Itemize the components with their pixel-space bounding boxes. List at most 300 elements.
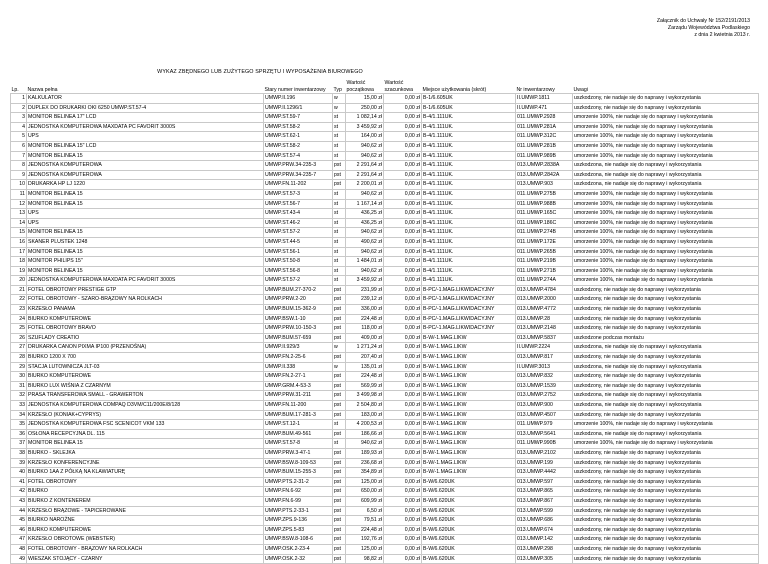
cell-notes: uszkodzony, nie nadaje się do naprawy i wykorzystania bbox=[573, 285, 759, 295]
cell-location: B-W/6.620UK bbox=[422, 525, 516, 535]
table-row bbox=[11, 266, 759, 276]
cell-old-inventory: UMWP.PRW.3-47-1 bbox=[264, 448, 333, 458]
table-header-row bbox=[11, 80, 759, 94]
cell-location: B-4/1.111UK. bbox=[422, 266, 516, 276]
table-row bbox=[11, 516, 759, 526]
cell-initial-value: 3 459,92 zł bbox=[346, 276, 384, 286]
cell-new-inventory: 013.UMWP.2000 bbox=[516, 295, 573, 305]
cell-location: B-W/-1.MAG.LIKW bbox=[422, 429, 516, 439]
cell-initial-value: 118,00 zł bbox=[346, 324, 384, 334]
table-row bbox=[11, 228, 759, 238]
cell-old-inventory: UMWP.ST.59-7 bbox=[264, 113, 333, 123]
cell-location: B-W/-1.MAG.LIKW bbox=[422, 333, 516, 343]
table-row bbox=[11, 94, 759, 104]
cell-new-inventory: 011.UMWP.2928 bbox=[516, 113, 573, 123]
cell-old-inventory: UMWP.BUM.15-255-3 bbox=[264, 468, 333, 478]
cell-new-inventory: II.UMWP.3013 bbox=[516, 362, 573, 372]
cell-initial-value: 207,40 zł bbox=[346, 353, 384, 363]
cell-notes: uszkodzona, nie nadaje się do naprawy i wykorzystania bbox=[573, 401, 759, 411]
cell-name: KALKULATOR bbox=[27, 94, 264, 104]
cell-type: w bbox=[333, 94, 346, 104]
cell-new-inventory: 011.UMWP.271B bbox=[516, 266, 573, 276]
cell-location: B-W/6.620UK bbox=[422, 506, 516, 516]
cell-initial-value: 239,12 zł bbox=[346, 295, 384, 305]
cell-new-inventory: 013.UMWP.2102 bbox=[516, 448, 573, 458]
cell-name: MONITOR BELINEA 15 bbox=[27, 439, 264, 449]
cell-new-inventory: 013.UMWP.4784 bbox=[516, 285, 573, 295]
cell-lp: 43 bbox=[11, 496, 27, 506]
cell-notes: umorzenie 100%, nie nadaje się do naprawy i wykorzystania bbox=[573, 141, 759, 151]
cell-notes: uszkodzony, nie nadaje się do naprawy i wykorzystania bbox=[573, 381, 759, 391]
table-row bbox=[11, 199, 759, 209]
cell-notes: umorzenie 100%, nie nadaje się do naprawy i wykorzystania bbox=[573, 237, 759, 247]
cell-initial-value: 1 082,14 zł bbox=[346, 113, 384, 123]
cell-name: FOTEL OBROTOWY BRAVO bbox=[27, 324, 264, 334]
table-row bbox=[11, 209, 759, 219]
cell-lp: 49 bbox=[11, 554, 27, 564]
cell-lp: 14 bbox=[11, 218, 27, 228]
cell-lp: 33 bbox=[11, 401, 27, 411]
cell-notes: uszkodzony, nie nadaje się do naprawy i wykorzystania bbox=[573, 516, 759, 526]
document-title: WYKAZ ZBĘDNEGO LUB ZUŻYTEGO SPRZĘTU I WYPOSAŻENIA BIUROWEGO bbox=[157, 69, 363, 75]
cell-new-inventory: 011.UMWP.186C bbox=[516, 218, 573, 228]
cell-initial-value: 224,48 zł bbox=[346, 372, 384, 382]
cell-location: B-4/1.111UK. bbox=[422, 189, 516, 199]
cell-new-inventory: 011.UMWP.281B bbox=[516, 141, 573, 151]
cell-new-inventory: 013.UMWP.674 bbox=[516, 525, 573, 535]
cell-initial-value: 135,01 zł bbox=[346, 362, 384, 372]
cell-new-inventory: 013.UMWP.5837 bbox=[516, 333, 573, 343]
cell-lp: 4 bbox=[11, 122, 27, 132]
cell-type: pst bbox=[333, 429, 346, 439]
table-row bbox=[11, 448, 759, 458]
cell-location: B-W/-1.MAG.LIKW bbox=[422, 420, 516, 430]
cell-new-inventory: 011.UMWP.274A bbox=[516, 276, 573, 286]
cell-estimated-value: 0,00 zł bbox=[384, 362, 422, 372]
col-type: Typ bbox=[333, 86, 342, 93]
cell-lp: 20 bbox=[11, 276, 27, 286]
cell-new-inventory: 011.UMWP.989B bbox=[516, 151, 573, 161]
cell-location: B-W/-1.MAG.LIKW bbox=[422, 468, 516, 478]
cell-type: st bbox=[333, 209, 346, 219]
cell-estimated-value: 0,00 zł bbox=[384, 535, 422, 545]
table-row bbox=[11, 544, 759, 554]
cell-name: MONITOR PHILIPS 15" bbox=[27, 257, 264, 267]
cell-initial-value: 354,89 zł bbox=[346, 468, 384, 478]
cell-notes: uszkodzona, nie nadaje się do naprawy i wykorzystania bbox=[573, 161, 759, 171]
cell-initial-value: 6,50 zł bbox=[346, 506, 384, 516]
cell-type: pst bbox=[333, 401, 346, 411]
cell-initial-value: 192,76 zł bbox=[346, 535, 384, 545]
cell-new-inventory: 013.UMWP.903 bbox=[516, 180, 573, 190]
cell-initial-value: 1 167,14 zł bbox=[346, 199, 384, 209]
cell-name: BIURKO 1200 X 700 bbox=[27, 353, 264, 363]
table-row bbox=[11, 391, 759, 401]
cell-lp: 9 bbox=[11, 170, 27, 180]
cell-type: pst bbox=[333, 180, 346, 190]
cell-old-inventory: UMWP.II.338 bbox=[264, 362, 333, 372]
cell-lp: 5 bbox=[11, 132, 27, 142]
cell-notes: uszkodzony, nie nadaje się do naprawy i wykorzystania bbox=[573, 554, 759, 564]
cell-lp: 40 bbox=[11, 468, 27, 478]
cell-notes: uszkodzony, nie nadaje się do naprawy i wykorzystania bbox=[573, 458, 759, 468]
table-row bbox=[11, 141, 759, 151]
resolution-line: Załącznik do Uchwały Nr 152/2191/2013 bbox=[656, 18, 750, 24]
cell-new-inventory: 013.UMWP.2148 bbox=[516, 324, 573, 334]
cell-name: BIURKO KOMPUTEROWE bbox=[27, 314, 264, 324]
cell-old-inventory: UMWP.FN.2-25-6 bbox=[264, 353, 333, 363]
cell-old-inventory: UMWP.ST.57-3 bbox=[264, 189, 333, 199]
table-row bbox=[11, 247, 759, 257]
cell-estimated-value: 0,00 zł bbox=[384, 439, 422, 449]
cell-notes: uszkodzony, nie nadaje się do naprawy i wykorzystania bbox=[573, 324, 759, 334]
cell-estimated-value: 0,00 zł bbox=[384, 199, 422, 209]
cell-estimated-value: 0,00 zł bbox=[384, 401, 422, 411]
cell-location: B-W/6.620UK bbox=[422, 544, 516, 554]
cell-new-inventory: 013.UMWP.2752 bbox=[516, 391, 573, 401]
cell-old-inventory: UMWP.PRW.34-235-3 bbox=[264, 161, 333, 171]
col-notes: Uwagi bbox=[573, 86, 588, 93]
cell-notes: uszkodzony, nie nadaje się do naprawy i wykorzystania bbox=[573, 448, 759, 458]
cell-initial-value: 490,62 zł bbox=[346, 237, 384, 247]
cell-notes: uszkodzona, nie nadaje się do naprawy i wykorzystania bbox=[573, 429, 759, 439]
table-row bbox=[11, 324, 759, 334]
cell-notes: uszkodzona, nie nadaje się do naprawy i wykorzystania bbox=[573, 362, 759, 372]
cell-estimated-value: 0,00 zł bbox=[384, 487, 422, 497]
cell-notes: umorzenie 100%, nie nadaje się do naprawy i wykorzystania bbox=[573, 151, 759, 161]
cell-old-inventory: UMWP.FN.6-99 bbox=[264, 496, 333, 506]
cell-name: BIURKO 1AA Z PÓŁKĄ NA KLAWIATURĘ bbox=[27, 468, 264, 478]
cell-initial-value: 940,62 zł bbox=[346, 439, 384, 449]
cell-new-inventory: 013.UMWP.597 bbox=[516, 477, 573, 487]
cell-estimated-value: 0,00 zł bbox=[384, 525, 422, 535]
cell-name: MONITOR BELINEA 15 bbox=[27, 228, 264, 238]
cell-notes: umorzenie 100%, nie nadaje się do naprawy i wykorzystania bbox=[573, 122, 759, 132]
cell-estimated-value: 0,00 zł bbox=[384, 448, 422, 458]
cell-location: B-4/1.111UK. bbox=[422, 276, 516, 286]
cell-notes: umorzenie 100%, nie nadaje się do naprawy i wykorzystania bbox=[573, 228, 759, 238]
cell-old-inventory: UMWP.OSK.2-32 bbox=[264, 554, 333, 564]
cell-type: st bbox=[333, 237, 346, 247]
table-row bbox=[11, 381, 759, 391]
cell-notes: uszkodzone podczas montażu bbox=[573, 333, 759, 343]
cell-location: B-1/6.605UK bbox=[422, 94, 516, 104]
table-body bbox=[11, 94, 759, 564]
cell-old-inventory: UMWP.FN.2-27-1 bbox=[264, 372, 333, 382]
cell-name: SZUFLADY CREATIO bbox=[27, 333, 264, 343]
cell-notes: uszkodzona, nie nadaje się do naprawy i wykorzystania bbox=[573, 391, 759, 401]
cell-name: BIURKO Z KONTENEREM bbox=[27, 496, 264, 506]
cell-estimated-value: 0,00 zł bbox=[384, 122, 422, 132]
table-row bbox=[11, 506, 759, 516]
cell-name: WIESZAK STOJĄCY - CZARNY bbox=[27, 554, 264, 564]
cell-type: st bbox=[333, 439, 346, 449]
cell-location: B-W/-1.MAG.LIKW bbox=[422, 343, 516, 353]
cell-type: w bbox=[333, 343, 346, 353]
cell-initial-value: 98,82 zł bbox=[346, 554, 384, 564]
cell-old-inventory: UMWP.BSW.8-108-6 bbox=[264, 535, 333, 545]
cell-new-inventory: 013.UMWP.5641 bbox=[516, 429, 573, 439]
cell-old-inventory: UMWP.GRM.4-53-3 bbox=[264, 381, 333, 391]
cell-old-inventory: UMWP.ZPS.5-83 bbox=[264, 525, 333, 535]
cell-estimated-value: 0,00 zł bbox=[384, 189, 422, 199]
cell-type: pst bbox=[333, 468, 346, 478]
cell-new-inventory: 011.UMWP.979 bbox=[516, 420, 573, 430]
cell-lp: 46 bbox=[11, 525, 27, 535]
cell-new-inventory: 011.UMWP.165C bbox=[516, 209, 573, 219]
cell-location: B-4/1.111UK. bbox=[422, 247, 516, 257]
cell-type: st bbox=[333, 151, 346, 161]
cell-type: pst bbox=[333, 305, 346, 315]
cell-estimated-value: 0,00 zł bbox=[384, 477, 422, 487]
col-initial-value: Wartość początkowa bbox=[346, 80, 374, 93]
cell-new-inventory: 013.UMWP.4507 bbox=[516, 410, 573, 420]
table-row bbox=[11, 333, 759, 343]
cell-estimated-value: 0,00 zł bbox=[384, 161, 422, 171]
cell-type: pst bbox=[333, 506, 346, 516]
cell-type: st bbox=[333, 266, 346, 276]
cell-location: B-4/1.111UK. bbox=[422, 218, 516, 228]
cell-type: pst bbox=[333, 285, 346, 295]
cell-name: MONITOR BELINEA 15 bbox=[27, 189, 264, 199]
cell-notes: uszkodzony, nie nadaje się do naprawy i wykorzystania bbox=[573, 305, 759, 315]
cell-initial-value: 940,62 zł bbox=[346, 141, 384, 151]
table-row bbox=[11, 525, 759, 535]
cell-new-inventory: 013.UMWP.4442 bbox=[516, 468, 573, 478]
cell-lp: 16 bbox=[11, 237, 27, 247]
cell-old-inventory: UMWP.ST.58-2 bbox=[264, 122, 333, 132]
cell-type: pst bbox=[333, 410, 346, 420]
cell-lp: 6 bbox=[11, 141, 27, 151]
cell-new-inventory: 013.UMWP.305 bbox=[516, 554, 573, 564]
cell-name: MONITOR BELINEA 15 bbox=[27, 266, 264, 276]
cell-new-inventory: 013.UMWP.2842A bbox=[516, 170, 573, 180]
table-row bbox=[11, 362, 759, 372]
cell-old-inventory: UMWP.PRW.31-211 bbox=[264, 391, 333, 401]
cell-estimated-value: 0,00 zł bbox=[384, 353, 422, 363]
cell-old-inventory: UMWP.BSW.8-109-53 bbox=[264, 458, 333, 468]
cell-old-inventory: UMWP.FN.11-202 bbox=[264, 180, 333, 190]
cell-new-inventory: 013.UMWP.28 bbox=[516, 314, 573, 324]
cell-initial-value: 4 200,53 zł bbox=[346, 420, 384, 430]
cell-location: B-W/6.620UK bbox=[422, 535, 516, 545]
cell-name: DRUKARKA HP LJ 1220 bbox=[27, 180, 264, 190]
cell-name: KRZESŁO OBROTOWE (WEBSTER) bbox=[27, 535, 264, 545]
table-row bbox=[11, 180, 759, 190]
cell-notes: umorzenie 100%, nie nadaje się do naprawy i wykorzystania bbox=[573, 132, 759, 142]
cell-name: UPS bbox=[27, 209, 264, 219]
table-row bbox=[11, 237, 759, 247]
document-header bbox=[657, 18, 750, 39]
cell-estimated-value: 0,00 zł bbox=[384, 141, 422, 151]
cell-location: B-W/-1.MAG.LIKW bbox=[422, 401, 516, 411]
cell-notes: umorzenie 100%, nie nadaje się do naprawy i wykorzystania bbox=[573, 266, 759, 276]
cell-type: st bbox=[333, 257, 346, 267]
cell-estimated-value: 0,00 zł bbox=[384, 429, 422, 439]
cell-name: SKANER PLUSTEK 1248 bbox=[27, 237, 264, 247]
table-row bbox=[11, 477, 759, 487]
cell-name: FOTEL OBROTOWY - BRĄZOWY NA ROLKACH bbox=[27, 544, 264, 554]
cell-name: MONITOR BELINEA 15 bbox=[27, 247, 264, 257]
cell-type: pst bbox=[333, 391, 346, 401]
col-lp: Lp. bbox=[11, 86, 19, 93]
cell-new-inventory: 013.UMWP.298 bbox=[516, 544, 573, 554]
cell-initial-value: 1 271,24 zł bbox=[346, 343, 384, 353]
cell-estimated-value: 0,00 zł bbox=[384, 295, 422, 305]
cell-type: st bbox=[333, 218, 346, 228]
cell-lp: 31 bbox=[11, 381, 27, 391]
cell-lp: 48 bbox=[11, 544, 27, 554]
cell-old-inventory: UMWP.ST.57-2 bbox=[264, 228, 333, 238]
cell-notes: uszkodzony, nie nadaje się do naprawy i wykorzystania bbox=[573, 372, 759, 382]
cell-estimated-value: 0,00 zł bbox=[384, 314, 422, 324]
cell-old-inventory: UMWP.II.1296/1 bbox=[264, 103, 333, 113]
date-line: z dnia 2 kwietnia 2013 r. bbox=[694, 32, 750, 38]
cell-old-inventory: UMWP.BUM.15-362-9 bbox=[264, 305, 333, 315]
cell-estimated-value: 0,00 zł bbox=[384, 420, 422, 430]
cell-notes: uszkodzony, nie nadaje się do naprawy i wykorzystania bbox=[573, 353, 759, 363]
cell-type: st bbox=[333, 247, 346, 257]
cell-name: BIURKO bbox=[27, 487, 264, 497]
cell-lp: 44 bbox=[11, 506, 27, 516]
cell-initial-value: 940,62 zł bbox=[346, 189, 384, 199]
cell-notes: umorzenie 100%, nie nadaje się do naprawy i wykorzystania bbox=[573, 247, 759, 257]
cell-initial-value: 2 291,64 zł bbox=[346, 170, 384, 180]
cell-name: FOTEL OBROTOWY bbox=[27, 477, 264, 487]
cell-lp: 39 bbox=[11, 458, 27, 468]
cell-lp: 35 bbox=[11, 420, 27, 430]
cell-notes: umorzenie 100%, nie nadaje się do naprawy i wykorzystania bbox=[573, 218, 759, 228]
table-row bbox=[11, 343, 759, 353]
cell-type: pst bbox=[333, 353, 346, 363]
cell-initial-value: 650,00 zł bbox=[346, 487, 384, 497]
cell-name: KRZESŁO KONFERENCYJNE bbox=[27, 458, 264, 468]
cell-location: B-4/1.111UK. bbox=[422, 170, 516, 180]
cell-notes: uszkodzony, nie nadaje się do naprawy i wykorzystania bbox=[573, 295, 759, 305]
cell-location: B-4/1.111UK. bbox=[422, 180, 516, 190]
cell-type: pst bbox=[333, 554, 346, 564]
cell-name: JEDNOSTKA KOMPUTEROWA bbox=[27, 161, 264, 171]
table-row bbox=[11, 458, 759, 468]
col-new-inventory: Nr inwentarzowy bbox=[516, 86, 555, 93]
cell-estimated-value: 0,00 zł bbox=[384, 343, 422, 353]
cell-estimated-value: 0,00 zł bbox=[384, 285, 422, 295]
cell-estimated-value: 0,00 zł bbox=[384, 506, 422, 516]
cell-name: DUPLEX DO DRUKARKI OKI 6250 UMWP.ST.57-4 bbox=[27, 103, 264, 113]
cell-old-inventory: UMWP.BSW.1-10 bbox=[264, 314, 333, 324]
cell-location: B-W/-1.MAG.LIKW bbox=[422, 439, 516, 449]
cell-estimated-value: 0,00 zł bbox=[384, 372, 422, 382]
cell-notes: uszkodzony, nie nadaje się do naprawy i wykorzystania bbox=[573, 94, 759, 104]
cell-notes: umorzenie 100%, nie nadaje się do naprawy i wykorzystania bbox=[573, 209, 759, 219]
cell-initial-value: 3 459,92 zł bbox=[346, 122, 384, 132]
cell-new-inventory: II.UMWP.2224 bbox=[516, 343, 573, 353]
table-row bbox=[11, 410, 759, 420]
cell-location: B-W/-1.MAG.LIKW bbox=[422, 448, 516, 458]
cell-lp: 30 bbox=[11, 372, 27, 382]
table-row bbox=[11, 103, 759, 113]
cell-estimated-value: 0,00 zł bbox=[384, 324, 422, 334]
cell-new-inventory: 013.UMWP.865 bbox=[516, 487, 573, 497]
cell-type: pst bbox=[333, 314, 346, 324]
cell-old-inventory: UMWP.ST.43-4 bbox=[264, 209, 333, 219]
table-row bbox=[11, 161, 759, 171]
cell-notes: uszkodzona, nie nadaje się do naprawy i wykorzystania bbox=[573, 170, 759, 180]
cell-new-inventory: 013.UMWP.817 bbox=[516, 353, 573, 363]
cell-location: B-PC/-1.MAG.LIKWIDACYJNY bbox=[422, 295, 516, 305]
table-row bbox=[11, 122, 759, 132]
cell-location: B-W/-1.MAG.LIKW bbox=[422, 362, 516, 372]
cell-name: MONITOR BELINEA 15" LCD bbox=[27, 141, 264, 151]
cell-location: B-W/6.620UK bbox=[422, 554, 516, 564]
cell-type: pst bbox=[333, 535, 346, 545]
col-location: Miejsce użytkowania (skrót) bbox=[422, 86, 487, 93]
cell-old-inventory: UMWP.II.929/3 bbox=[264, 343, 333, 353]
cell-lp: 18 bbox=[11, 257, 27, 267]
cell-name: BIURKO NAROŻNE bbox=[27, 516, 264, 526]
cell-initial-value: 183,00 zł bbox=[346, 410, 384, 420]
cell-new-inventory: 011.UMWP.990B bbox=[516, 439, 573, 449]
cell-initial-value: 940,62 zł bbox=[346, 151, 384, 161]
cell-name: JEDNOSTKA KOMPUTEROWA MAXDATA PC FAVORIT 3000S bbox=[27, 276, 264, 286]
cell-initial-value: 231,99 zł bbox=[346, 285, 384, 295]
cell-initial-value: 224,48 zł bbox=[346, 314, 384, 324]
cell-lp: 11 bbox=[11, 189, 27, 199]
table-row bbox=[11, 151, 759, 161]
cell-name: KRZESŁO (KONIAK+CYPRYS) bbox=[27, 410, 264, 420]
cell-initial-value: 236,68 zł bbox=[346, 458, 384, 468]
cell-initial-value: 125,00 zł bbox=[346, 544, 384, 554]
cell-location: B-4/1.111UK. bbox=[422, 151, 516, 161]
cell-old-inventory: UMWP.BUM.17-281-3 bbox=[264, 410, 333, 420]
cell-lp: 45 bbox=[11, 516, 27, 526]
cell-old-inventory: UMWP.PTS.2-31-2 bbox=[264, 477, 333, 487]
cell-name: KRZESŁO PANAMA bbox=[27, 305, 264, 315]
cell-old-inventory: UMWP.PTS.2-33-1 bbox=[264, 506, 333, 516]
cell-notes: uszkodzony, nie nadaje się do naprawy i wykorzystania bbox=[573, 103, 759, 113]
cell-lp: 23 bbox=[11, 305, 27, 315]
cell-estimated-value: 0,00 zł bbox=[384, 237, 422, 247]
cell-name: KRZESŁO BRĄZOWE - TAPICEROWANE bbox=[27, 506, 264, 516]
board-line: Zarządu Województwa Podlaskiego bbox=[667, 25, 750, 31]
cell-location: B-4/1.111UK. bbox=[422, 113, 516, 123]
cell-initial-value: 609,99 zł bbox=[346, 496, 384, 506]
cell-type: st bbox=[333, 420, 346, 430]
cell-name: MONITOR BELINEA 15 bbox=[27, 151, 264, 161]
cell-estimated-value: 0,00 zł bbox=[384, 103, 422, 113]
cell-notes: uszkodzony, nie nadaje się do naprawy i wykorzystania bbox=[573, 525, 759, 535]
cell-location: B-PC/-1.MAG.LIKWIDACYJNY bbox=[422, 324, 516, 334]
table-row bbox=[11, 314, 759, 324]
cell-initial-value: 336,00 zł bbox=[346, 305, 384, 315]
cell-location: B-1/6.605UK bbox=[422, 103, 516, 113]
table-row bbox=[11, 285, 759, 295]
cell-estimated-value: 0,00 zł bbox=[384, 333, 422, 343]
cell-old-inventory: UMWP.ST.46-2 bbox=[264, 218, 333, 228]
cell-old-inventory: UMWP.ST.57-2 bbox=[264, 276, 333, 286]
cell-estimated-value: 0,00 zł bbox=[384, 468, 422, 478]
table-row bbox=[11, 305, 759, 315]
table-row bbox=[11, 218, 759, 228]
cell-type: st bbox=[333, 122, 346, 132]
cell-initial-value: 15,00 zł bbox=[346, 94, 384, 104]
cell-type: st bbox=[333, 113, 346, 123]
cell-old-inventory: UMWP.PRW.10-150-3 bbox=[264, 324, 333, 334]
cell-notes: uszkodzony, nie nadaje się do naprawy i wykorzystania bbox=[573, 487, 759, 497]
cell-initial-value: 250,00 zł bbox=[346, 103, 384, 113]
cell-location: B-W/-1.MAG.LIKW bbox=[422, 410, 516, 420]
cell-location: B-4/1.111UK. bbox=[422, 209, 516, 219]
